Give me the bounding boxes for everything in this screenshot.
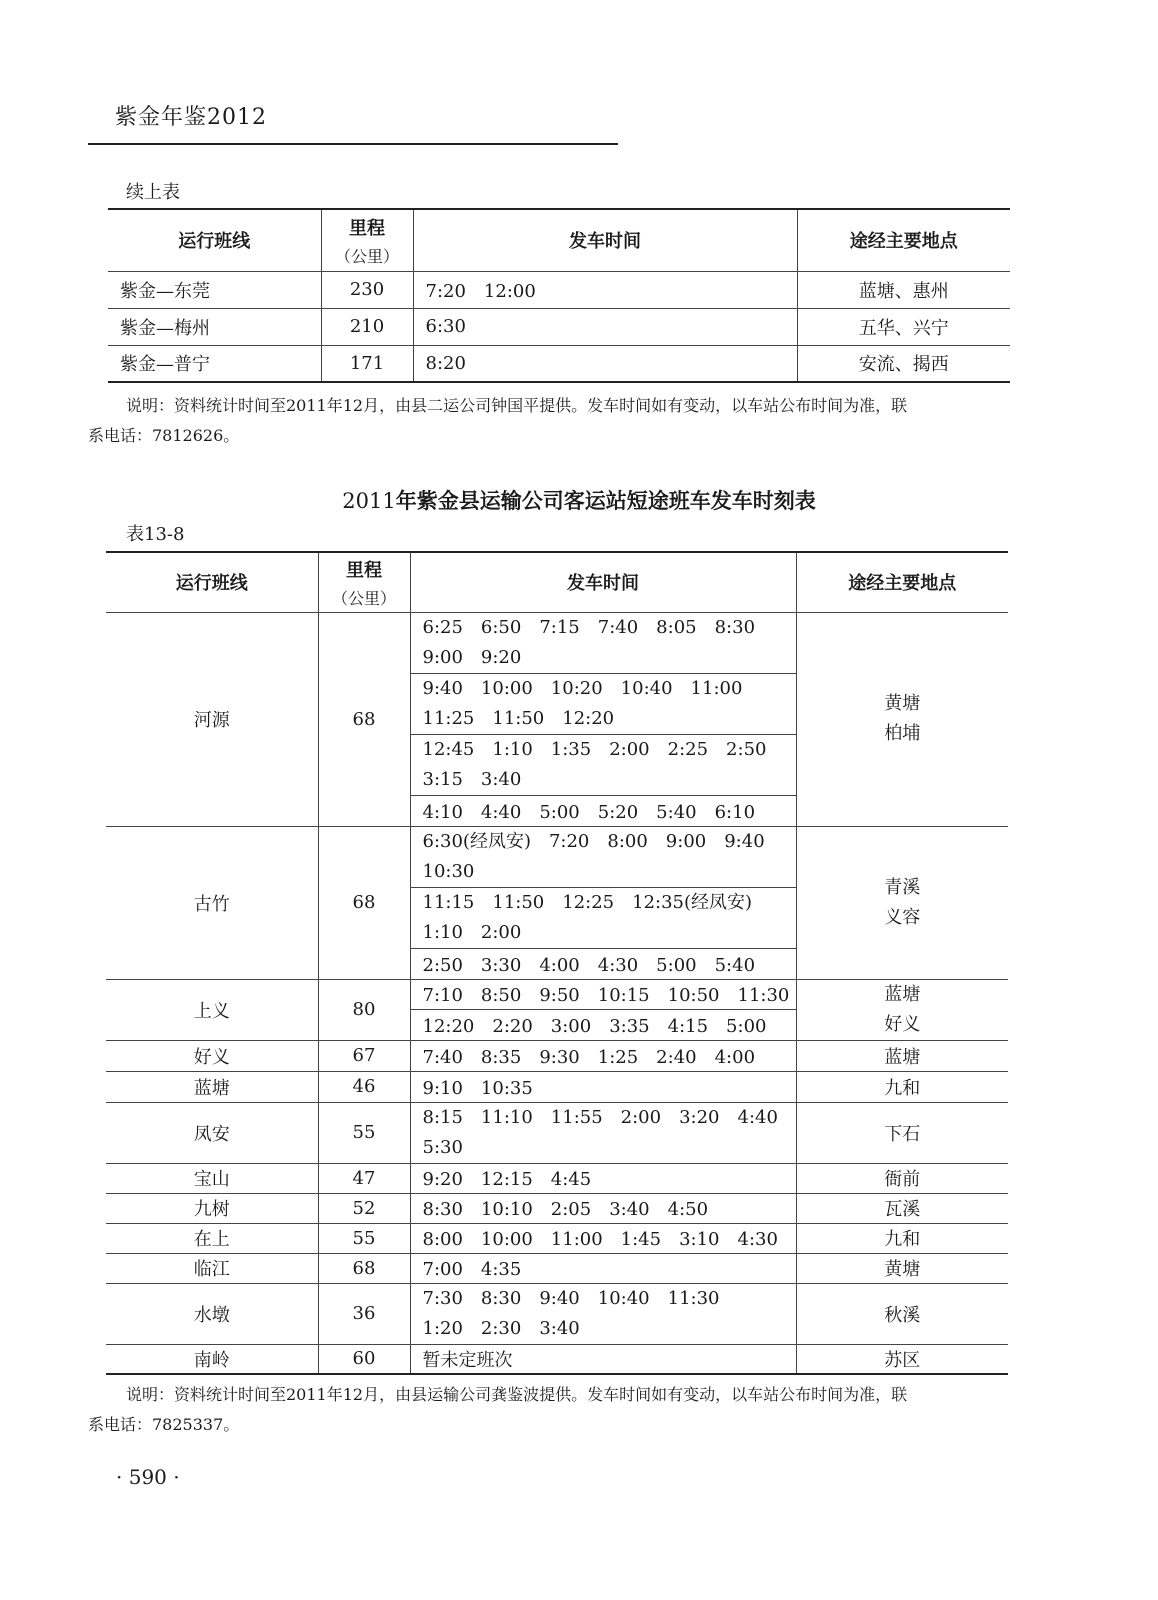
col-header-route: 运行班线: [108, 209, 321, 271]
table2-title: 2011年紫金县运输公司客运站短途班车发车时刻表: [342, 489, 816, 513]
times-cell: 4:10 4:40 5:00 5:20 5:40 6:10: [410, 795, 796, 826]
times-cell: 8:30 10:10 2:05 3:40 4:50: [410, 1193, 796, 1223]
times-cell: 7:10 8:50 9:50 10:15 10:50 11:30: [410, 979, 796, 1010]
col-header-route: 运行班线: [106, 552, 318, 612]
table-row: [108, 345, 1010, 382]
continuation-label: 续上表: [126, 182, 180, 203]
via-cell: 蓝塘 好义: [796, 979, 1008, 1040]
short-route-schedule-table: [106, 551, 1008, 1375]
via-cell: 五华、兴宁: [797, 308, 1010, 345]
table-row: [106, 1071, 1008, 1102]
via-cell: 青溪 义容: [796, 826, 1008, 979]
distance-cell: 80: [318, 979, 410, 1040]
distance-cell: 68: [318, 612, 410, 826]
table2-label: 表13-8: [126, 524, 185, 545]
times-cell: 8:00 10:00 11:00 1:45 3:10 4:30: [410, 1223, 796, 1253]
via-cell: 九和: [796, 1223, 1008, 1253]
running-header: 紫金年鉴2012: [115, 105, 267, 130]
table-row: [106, 612, 1008, 673]
distance-cell: 230: [321, 271, 413, 308]
via-cell: 苏区: [796, 1344, 1008, 1374]
distance-cell: 68: [318, 1253, 410, 1283]
col-header-via: 途经主要地点: [796, 552, 1008, 612]
times-cell: 9:40 10:00 10:20 10:40 11:00 11:25 11:50 12:20: [410, 673, 796, 734]
via-cell: 下石: [796, 1102, 1008, 1163]
distance-cell: 171: [321, 345, 413, 382]
table-row: [106, 1283, 1008, 1344]
times-cell: 7:40 8:35 9:30 1:25 2:40 4:00: [410, 1040, 796, 1071]
table-row: [106, 1193, 1008, 1223]
table-row: [106, 1102, 1008, 1163]
via-cell: 蓝塘、惠州: [797, 271, 1010, 308]
via-cell: 衙前: [796, 1163, 1008, 1193]
note-line: 说明：资料统计时间至2011年12月，由县二运公司钟国平提供。发车时间如有变动，以车站公布时间为准，联: [126, 396, 908, 415]
col-header-times: 发车时间: [413, 209, 797, 271]
times-cell: 6:30(经凤安) 7:20 8:00 9:00 9:40 10:30: [410, 826, 796, 887]
route-cell: 紫金—梅州: [108, 308, 321, 345]
route-cell: 在上: [106, 1223, 318, 1253]
route-cell: 好义: [106, 1040, 318, 1071]
times-cell: 8:15 11:10 11:55 2:00 3:20 4:40 5:30: [410, 1102, 796, 1163]
distance-cell: 68: [318, 826, 410, 979]
via-cell: 九和: [796, 1071, 1008, 1102]
times-cell: 6:30: [413, 308, 797, 345]
distance-cell: 52: [318, 1193, 410, 1223]
via-cell: 瓦溪: [796, 1193, 1008, 1223]
times-cell: 7:20 12:00: [413, 271, 797, 308]
table-row: [106, 979, 1008, 1010]
header-rule: [88, 143, 618, 145]
col-header-distance: 里程 （公里）: [318, 552, 410, 612]
times-cell: 11:15 11:50 12:25 12:35(经凤安) 1:10 2:00: [410, 887, 796, 948]
via-cell: 安流、揭西: [797, 345, 1010, 382]
times-cell: 9:20 12:15 4:45: [410, 1163, 796, 1193]
times-cell: 2:50 3:30 4:00 4:30 5:00 5:40: [410, 948, 796, 979]
note-line: 系电话：7812626。: [88, 426, 240, 445]
table-row: [106, 1040, 1008, 1071]
note-line: 系电话：7825337。: [88, 1415, 240, 1434]
route-cell: 紫金—普宁: [108, 345, 321, 382]
via-cell: 秋溪: [796, 1283, 1008, 1344]
times-cell: 12:20 2:20 3:00 3:35 4:15 5:00: [410, 1010, 796, 1041]
via-cell: 黄塘 柏埔: [796, 612, 1008, 826]
distance-cell: 36: [318, 1283, 410, 1344]
col-header-via: 途经主要地点: [797, 209, 1010, 271]
route-cell: 蓝塘: [106, 1071, 318, 1102]
distance-cell: 60: [318, 1344, 410, 1374]
intercity-schedule-table: [108, 208, 1010, 383]
table-row: [106, 1223, 1008, 1253]
distance-cell: 67: [318, 1040, 410, 1071]
route-cell: 南岭: [106, 1344, 318, 1374]
times-cell: 9:10 10:35: [410, 1071, 796, 1102]
route-cell: 水墩: [106, 1283, 318, 1344]
distance-cell: 210: [321, 308, 413, 345]
times-cell: 7:30 8:30 9:40 10:40 11:30 1:20 2:30 3:40: [410, 1283, 796, 1344]
table1-note: [88, 391, 1028, 451]
via-cell: 蓝塘: [796, 1040, 1008, 1071]
via-cell: 黄塘: [796, 1253, 1008, 1283]
route-cell: 九树: [106, 1193, 318, 1223]
table-row: [106, 826, 1008, 887]
distance-cell: 55: [318, 1102, 410, 1163]
table-row: [108, 271, 1010, 308]
distance-cell: 55: [318, 1223, 410, 1253]
route-cell: 河源: [106, 612, 318, 826]
route-cell: 紫金—东莞: [108, 271, 321, 308]
table-row: [108, 308, 1010, 345]
times-cell: 暂未定班次: [410, 1344, 796, 1374]
col-header-distance: 里程 （公里）: [321, 209, 413, 271]
note-line: 说明：资料统计时间至2011年12月，由县运输公司龚鉴波提供。发车时间如有变动，以车站公布时间为准，联: [126, 1385, 908, 1404]
times-cell: 7:00 4:35: [410, 1253, 796, 1283]
route-cell: 临江: [106, 1253, 318, 1283]
route-cell: 凤安: [106, 1102, 318, 1163]
table-row: [106, 1163, 1008, 1193]
table2-note: [88, 1380, 1028, 1440]
times-cell: 8:20: [413, 345, 797, 382]
route-cell: 宝山: [106, 1163, 318, 1193]
times-cell: 6:25 6:50 7:15 7:40 8:05 8:30 9:00 9:20: [410, 612, 796, 673]
times-cell: 12:45 1:10 1:35 2:00 2:25 2:50 3:15 3:40: [410, 734, 796, 795]
route-cell: 上义: [106, 979, 318, 1040]
table-row: [106, 1253, 1008, 1283]
route-cell: 古竹: [106, 826, 318, 979]
table-row: [106, 1344, 1008, 1374]
col-header-times: 发车时间: [410, 552, 796, 612]
page-number: · 590 ·: [116, 1465, 180, 1489]
distance-cell: 47: [318, 1163, 410, 1193]
distance-cell: 46: [318, 1071, 410, 1102]
